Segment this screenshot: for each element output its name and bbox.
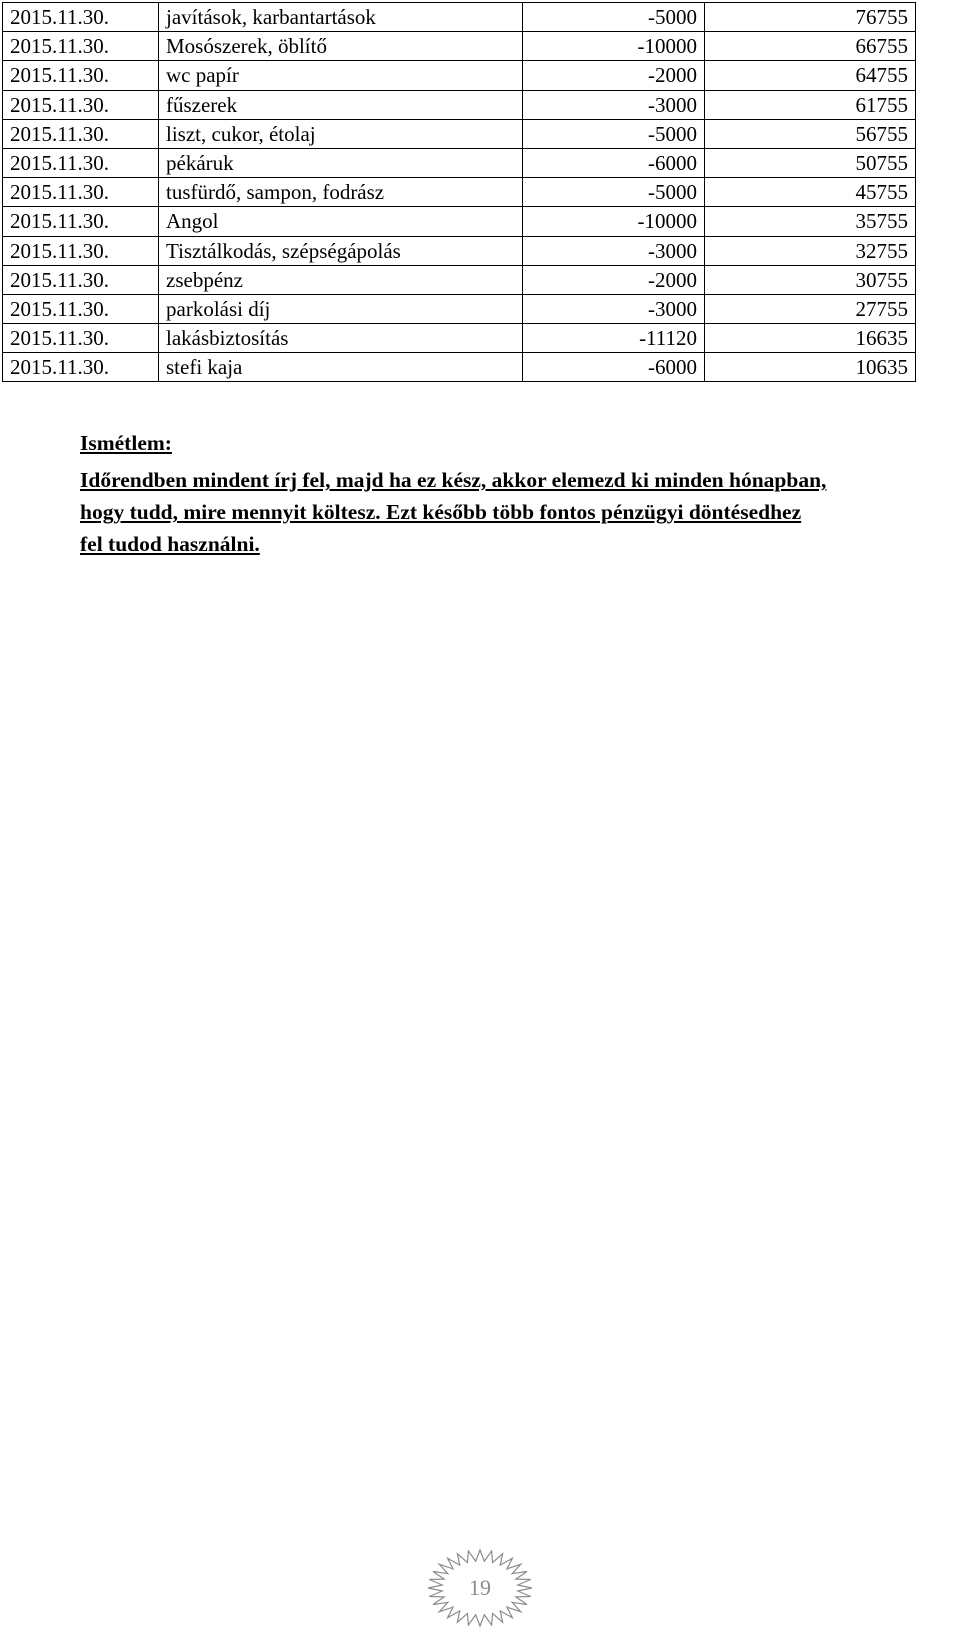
- amount-cell: -10000: [523, 207, 705, 236]
- date-cell: 2015.11.30.: [3, 294, 159, 323]
- amount-cell: -5000: [523, 119, 705, 148]
- date-cell: 2015.11.30.: [3, 148, 159, 177]
- amount-cell: -3000: [523, 236, 705, 265]
- table-row: [3, 324, 916, 353]
- description-cell: Mosószerek, öblítő: [159, 32, 523, 61]
- date-cell: 2015.11.30.: [3, 236, 159, 265]
- date-cell: 2015.11.30.: [3, 178, 159, 207]
- amount-cell: -3000: [523, 90, 705, 119]
- balance-cell: 27755: [705, 294, 916, 323]
- table-row: [3, 3, 916, 32]
- balance-cell: 16635: [705, 324, 916, 353]
- amount-cell: -5000: [523, 178, 705, 207]
- description-cell: fűszerek: [159, 90, 523, 119]
- amount-cell: -3000: [523, 294, 705, 323]
- date-cell: 2015.11.30.: [3, 324, 159, 353]
- amount-cell: -6000: [523, 353, 705, 382]
- balance-cell: 64755: [705, 61, 916, 90]
- balance-cell: 50755: [705, 148, 916, 177]
- balance-cell: 32755: [705, 236, 916, 265]
- date-cell: 2015.11.30.: [3, 90, 159, 119]
- date-cell: 2015.11.30.: [3, 3, 159, 32]
- balance-cell: 61755: [705, 90, 916, 119]
- description-cell: stefi kaja: [159, 353, 523, 382]
- description-cell: lakásbiztosítás: [159, 324, 523, 353]
- description-cell: pékáruk: [159, 148, 523, 177]
- description-cell: zsebpénz: [159, 265, 523, 294]
- amount-cell: -10000: [523, 32, 705, 61]
- expense-table: [2, 2, 916, 382]
- table-row: [3, 353, 916, 382]
- date-cell: 2015.11.30.: [3, 32, 159, 61]
- balance-cell: 10635: [705, 353, 916, 382]
- table-row: [3, 119, 916, 148]
- table-row: [3, 32, 916, 61]
- page-number-ornament: [425, 1548, 535, 1628]
- amount-cell: -6000: [523, 148, 705, 177]
- description-cell: parkolási díj: [159, 294, 523, 323]
- amount-cell: -2000: [523, 265, 705, 294]
- balance-cell: 45755: [705, 178, 916, 207]
- table-row: [3, 178, 916, 207]
- table-row: [3, 90, 916, 119]
- expense-table-body: [3, 3, 916, 382]
- description-cell: liszt, cukor, étolaj: [159, 119, 523, 148]
- balance-cell: 35755: [705, 207, 916, 236]
- table-row: [3, 265, 916, 294]
- amount-cell: -2000: [523, 61, 705, 90]
- date-cell: 2015.11.30.: [3, 265, 159, 294]
- balance-cell: 56755: [705, 119, 916, 148]
- balance-cell: 76755: [705, 3, 916, 32]
- balance-cell: 66755: [705, 32, 916, 61]
- date-cell: 2015.11.30.: [3, 207, 159, 236]
- balance-cell: 30755: [705, 265, 916, 294]
- date-cell: 2015.11.30.: [3, 61, 159, 90]
- reminder-heading: Ismétlem:: [80, 431, 172, 455]
- page-number: 19: [469, 1575, 491, 1600]
- description-cell: wc papír: [159, 61, 523, 90]
- date-cell: 2015.11.30.: [3, 353, 159, 382]
- description-cell: Tisztálkodás, szépségápolás: [159, 236, 523, 265]
- table-row: [3, 207, 916, 236]
- table-row: [3, 236, 916, 265]
- table-row: [3, 61, 916, 90]
- reminder-block: [80, 427, 960, 560]
- reminder-text: Időrendben mindent írj fel, majd ha ez kész, akkor elemezd ki minden hónapban, hogy tudd, mire mennyit költesz. Ezt később több fontos pénzügyi döntésedhez fel tudod használni.: [80, 468, 827, 556]
- amount-cell: -11120: [523, 324, 705, 353]
- table-row: [3, 148, 916, 177]
- date-cell: 2015.11.30.: [3, 119, 159, 148]
- description-cell: Angol: [159, 207, 523, 236]
- table-row: [3, 294, 916, 323]
- description-cell: tusfürdő, sampon, fodrász: [159, 178, 523, 207]
- amount-cell: -5000: [523, 3, 705, 32]
- description-cell: javítások, karbantartások: [159, 3, 523, 32]
